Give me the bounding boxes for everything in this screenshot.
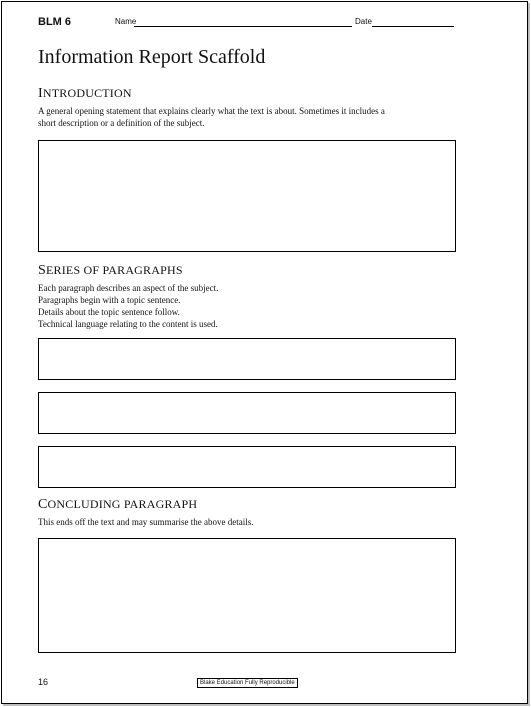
concluding-paragraph-heading (38, 497, 197, 513)
introduction-heading-initial: I (38, 86, 43, 101)
date-line[interactable] (372, 26, 454, 27)
introduction-heading-rest: NTRODUCTION (42, 86, 132, 100)
paragraph-2-writing-box[interactable] (38, 392, 456, 434)
page-title: Information Report Scaffold (38, 46, 266, 68)
series-line: Details about the topic sentence follow. (38, 307, 180, 317)
concluding-description (38, 516, 458, 528)
concluding-heading-rest: ONCLUDING PARAGRAPH (47, 497, 198, 511)
blm-number: BLM 6 (38, 16, 71, 28)
concluding-line: This ends off the text and may summarise the above details. (38, 517, 254, 527)
conclusion-writing-box[interactable] (38, 538, 456, 653)
introduction-line: short description or a definition of the subject. (38, 118, 205, 128)
series-description (38, 282, 458, 330)
paragraph-3-writing-box[interactable] (38, 446, 456, 488)
series-line: Paragraphs begin with a topic sentence. (38, 295, 181, 305)
series-of-paragraphs-heading (38, 263, 183, 279)
series-heading-initial: S (38, 263, 46, 278)
introduction-writing-box[interactable] (38, 140, 456, 252)
series-heading-rest: ERIES OF PARAGRAPHS (46, 263, 183, 277)
introduction-description (38, 105, 458, 129)
name-label: Name (115, 17, 137, 26)
series-line: Technical language relating to the content is used. (38, 319, 218, 329)
series-line: Each paragraph describes an aspect of the subject. (38, 283, 219, 293)
publisher-credit: Blake Education Fully Reproducible (197, 678, 298, 688)
date-label: Date (355, 17, 372, 26)
page-number: 16 (38, 677, 49, 687)
concluding-heading-initial: C (38, 497, 48, 512)
name-line[interactable] (134, 26, 352, 27)
introduction-heading (38, 86, 132, 102)
worksheet-header (38, 16, 454, 30)
introduction-line: A general opening statement that explains clearly what the text is about. Sometimes it includes a (38, 106, 385, 116)
paragraph-1-writing-box[interactable] (38, 338, 456, 380)
